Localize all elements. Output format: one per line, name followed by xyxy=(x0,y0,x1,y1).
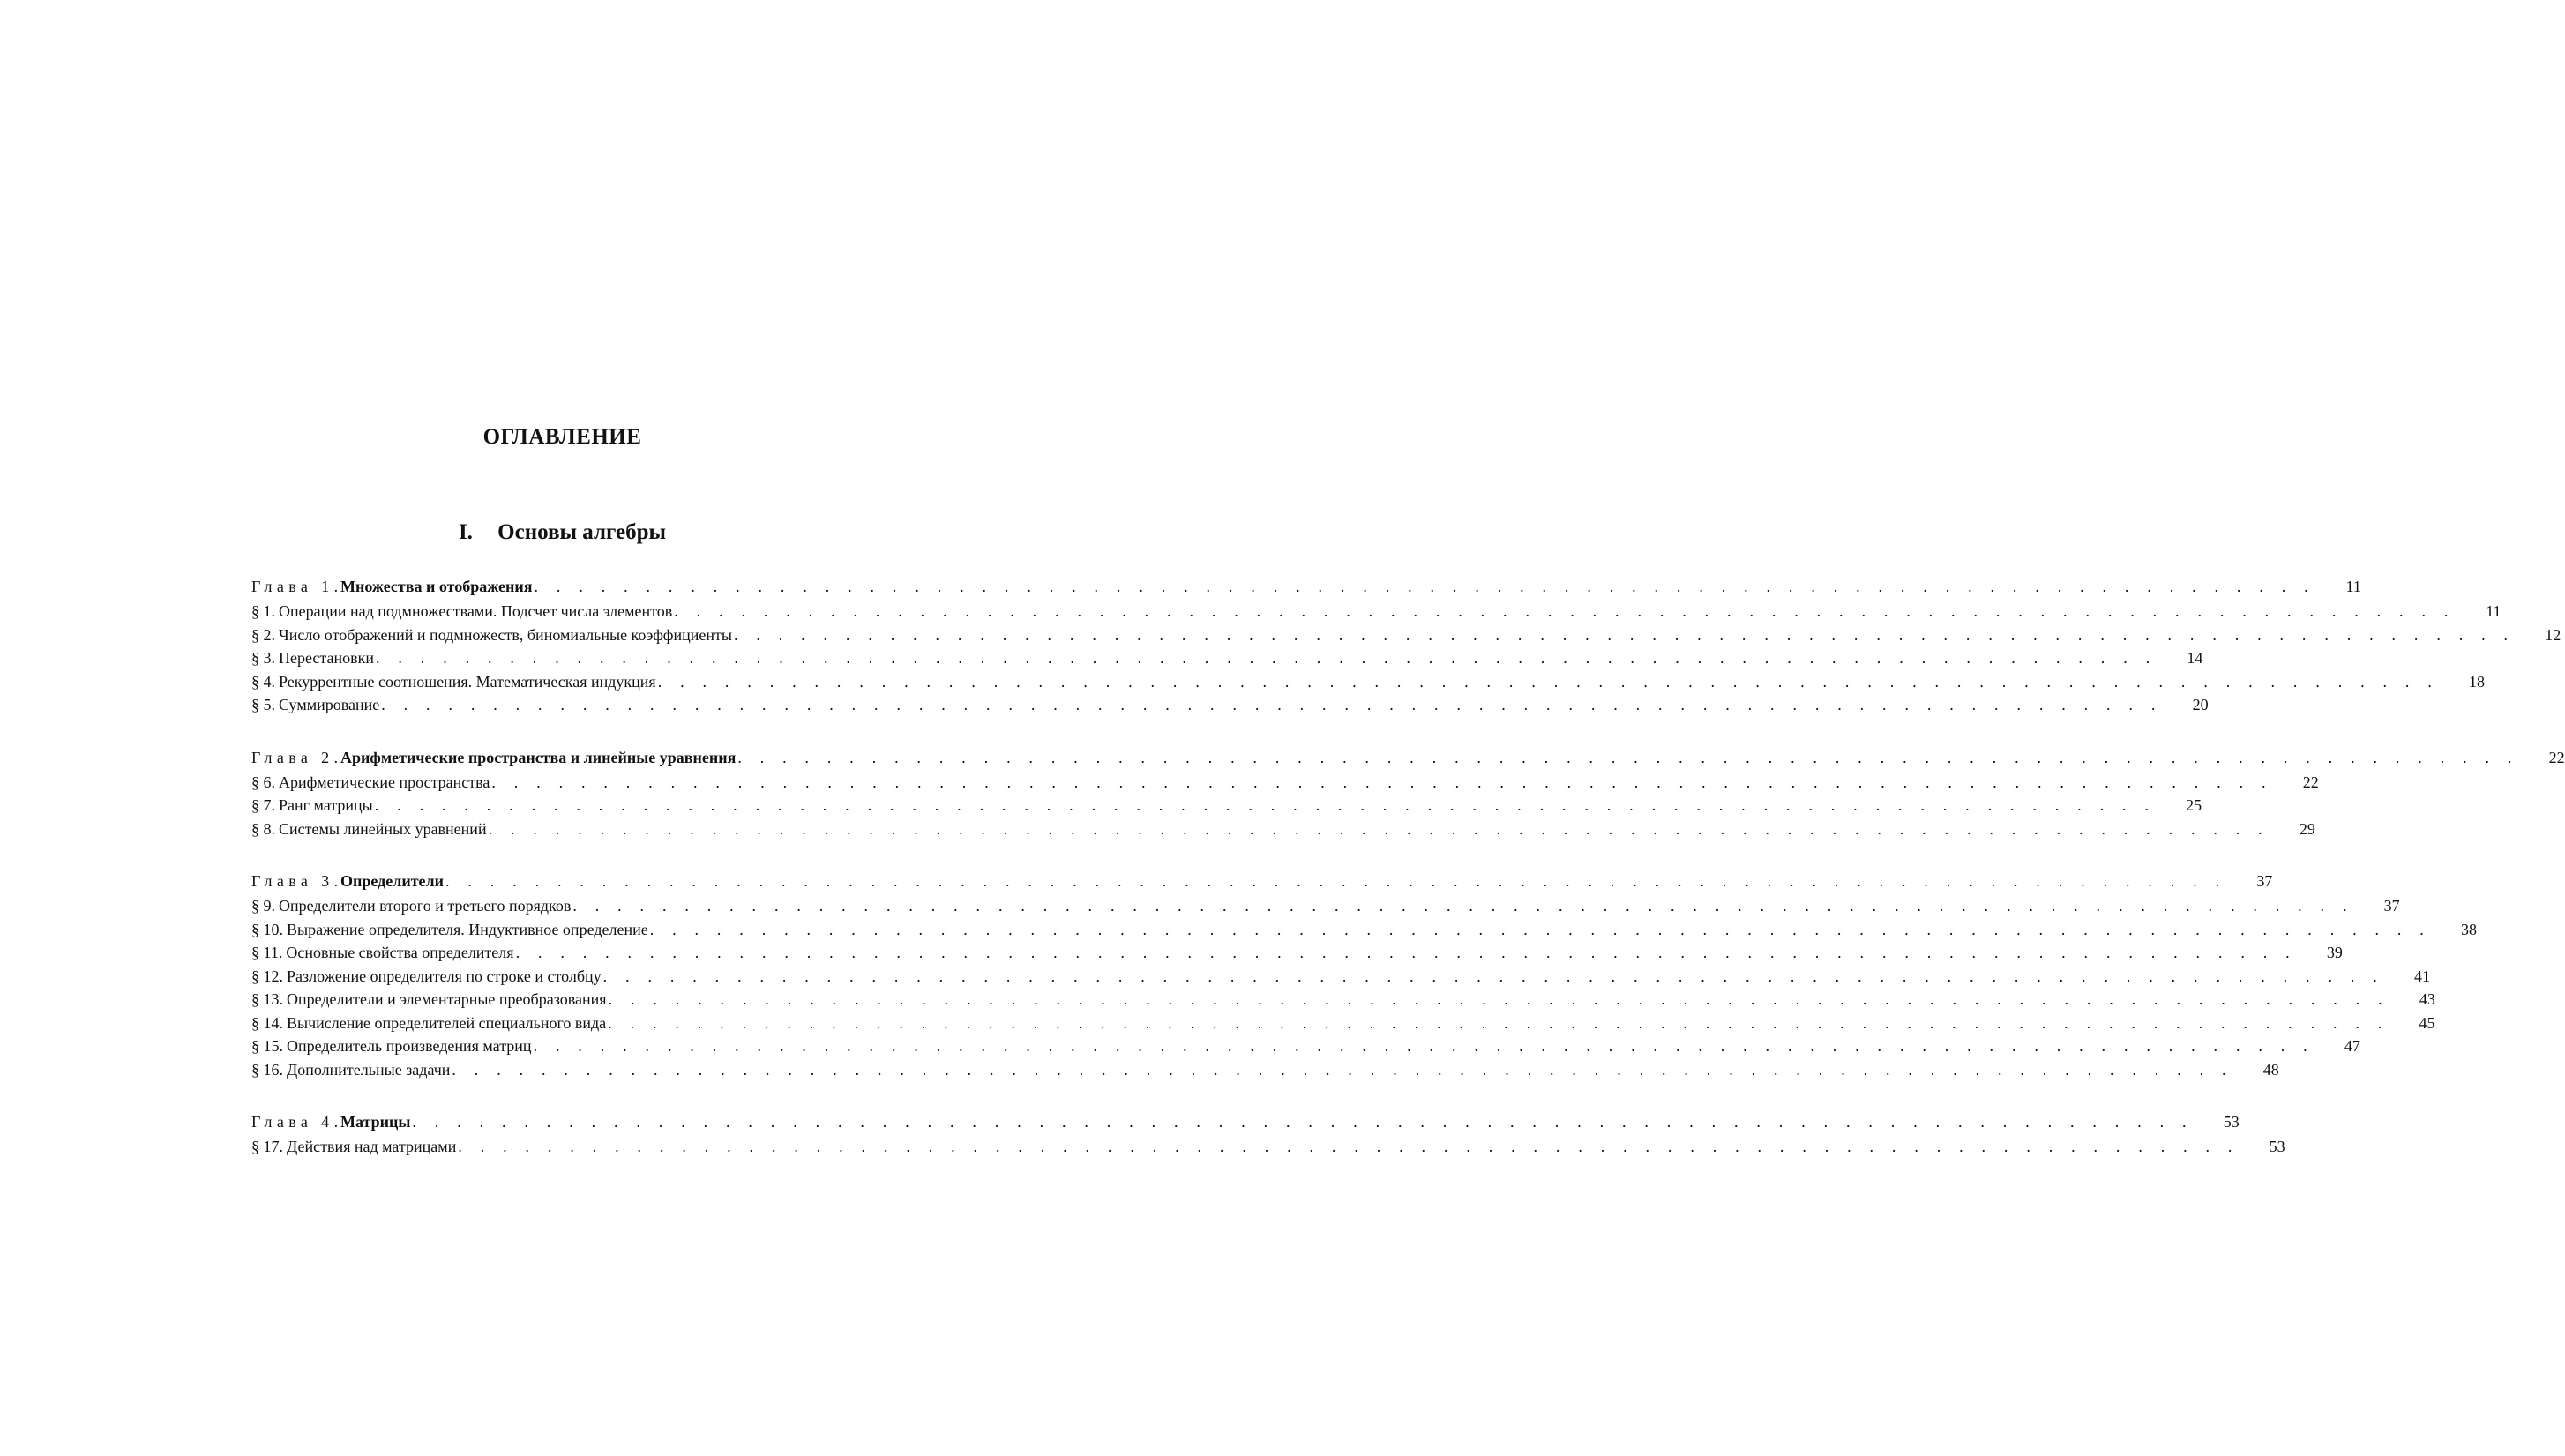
page-number: 22 xyxy=(2548,748,2565,766)
dot-leader: . . . . . . . . . . . . . . . . . . . . . . . . . . . . . . . . . . . . . . . . . . . . . . . . . . . . . . . . . . . . . . . . . . . . . . . . . . . . . . . . xyxy=(602,967,2384,985)
toc-section-entry[interactable] xyxy=(251,1138,2285,1161)
section-title: Операции над подмножествами. Подсчет числа элементов xyxy=(279,602,673,620)
section-number: § 17. xyxy=(251,1138,283,1155)
section-number: § 12. xyxy=(251,967,283,985)
toc-chapter xyxy=(251,578,2561,720)
section-number: § 7. xyxy=(251,796,275,814)
dot-leader: . . . . . . . . . . . . . . . . . . . . . . . . . . . . . . . . . . . . . . . . . . . . . . . . . . . . . . . . . . . . . . . . . . . . . . . . . . . . . . . . xyxy=(608,1013,2389,1032)
toc-section-entry[interactable] xyxy=(251,773,2319,797)
chapter-title: Определители xyxy=(340,872,444,890)
dot-leader: . . . . . . . . . . . . . . . . . . . . . . . . . . . . . . . . . . . . . . . . . . . . . . . . . . . . . . . . . . . . . . . . . . . . . . . . . . . . . . . . xyxy=(572,897,2354,915)
section-number: § 16. xyxy=(251,1060,283,1079)
toc-section-entry[interactable] xyxy=(251,990,2435,1014)
chapter-label-text: Глава 2. xyxy=(251,748,343,766)
dot-leader: . . . . . . . . . . . . . . . . . . . . . . . . . . . . . . . . . . . . . . . . . . . . . . . . . . . . . . . . . . . . . . . . . . . . . . . . . . . . . . . . xyxy=(452,1060,2233,1079)
section-number: § 3. xyxy=(251,649,275,667)
page-number: 38 xyxy=(2461,920,2478,938)
part-number: I. xyxy=(458,520,473,544)
section-number: § 2. xyxy=(251,625,275,644)
section-number: § 5. xyxy=(251,696,275,713)
dot-leader: . . . . . . . . . . . . . . . . . . . . . . . . . . . . . . . . . . . . . . . . . . . . . . . . . . . . . . . . . . . . . . . . . . . . . . . . . . . . . . . . xyxy=(488,819,2270,838)
toc-chapter-entry[interactable] xyxy=(251,872,2273,897)
part-title: Основы алгебры xyxy=(497,520,667,544)
page-number: 22 xyxy=(2302,773,2319,791)
toc-section-entry[interactable] xyxy=(251,944,2343,967)
section-number: § 14. xyxy=(251,1013,283,1032)
section-title: Ранг матрицы xyxy=(279,796,373,814)
section-number: § 6. xyxy=(251,773,275,791)
page-number: 53 xyxy=(2269,1138,2285,1155)
section-number: § 9. xyxy=(251,897,275,915)
dot-leader: . . . . . . . . . . . . . . . . . . . . . . . . . . . . . . . . . . . . . . . . . . . . . . . . . . . . . . . . . . . . . . . . . . . . . . . . . . . . . . . . xyxy=(674,602,2456,620)
chapter-label-text: Глава 4. xyxy=(251,1113,343,1131)
chapter-title: Матрицы xyxy=(340,1113,411,1131)
section-number: § 15. xyxy=(251,1037,283,1055)
page-number: 18 xyxy=(2469,672,2486,691)
page-number: 12 xyxy=(2545,625,2561,644)
toc-section-entry[interactable] xyxy=(251,819,2315,844)
page-number: 41 xyxy=(2413,967,2430,985)
toc-section-entry[interactable] xyxy=(251,920,2478,945)
toc-section-entry[interactable] xyxy=(251,625,2561,650)
toc-section-entry[interactable] xyxy=(251,672,2486,697)
toc-section-entry[interactable] xyxy=(251,796,2202,820)
section-number: § 8. xyxy=(251,819,275,838)
dot-leader: . . . . . . . . . . . . . . . . . . . . . . . . . . . . . . . . . . . . . . . . . . . . . . . . . . . . . . . . . . . . . . . . . . . . . . . . . . . . . . . . xyxy=(737,748,2519,766)
page-number: 53 xyxy=(2223,1113,2240,1131)
dot-leader: . . . . . . . . . . . . . . . . . . . . . . . . . . . . . . . . . . . . . . . . . . . . . . . . . . . . . . . . . . . . . . . . . . . . . . . . . . . . . . . . xyxy=(534,578,2315,595)
toc-chapter xyxy=(251,1113,2285,1161)
chapter-label xyxy=(251,578,343,596)
section-title: Системы линейных уравнений xyxy=(279,819,487,838)
section-title: Дополнительные задачи xyxy=(287,1060,451,1079)
dot-leader: . . . . . . . . . . . . . . . . . . . . . . . . . . . . . . . . . . . . . . . . . . . . . . . . . . . . . . . . . . . . . . . . . . . . . . . . . . . . . . . . xyxy=(412,1113,2194,1131)
section-title: Арифметические пространства xyxy=(279,773,490,791)
toc-chapter-entry[interactable] xyxy=(251,1113,2240,1138)
toc-section-entry[interactable] xyxy=(251,1060,2279,1085)
section-number: § 13. xyxy=(251,990,283,1008)
dot-leader: . . . . . . . . . . . . . . . . . . . . . . . . . . . . . . . . . . . . . . . . . . . . . . . . . . . . . . . . . . . . . . . . . . . . . . . . . . . . . . . . xyxy=(608,990,2389,1008)
section-title: Суммирование xyxy=(279,696,380,713)
section-title: Определители и элементарные преобразования xyxy=(287,990,607,1008)
page-number: 11 xyxy=(2345,578,2361,595)
page-number: 14 xyxy=(2187,649,2203,667)
chapter-label xyxy=(251,748,343,767)
dot-leader: . . . . . . . . . . . . . . . . . . . . . . . . . . . . . . . . . . . . . . . . . . . . . . . . . . . . . . . . . . . . . . . . . . . . . . . . . . . . . . . . xyxy=(491,773,2273,791)
section-number: § 4. xyxy=(251,672,275,691)
section-title: Рекуррентные соотношения. Математическая индукция xyxy=(279,672,656,691)
toc-section-entry[interactable] xyxy=(251,1037,2360,1061)
page-number: 48 xyxy=(2262,1060,2279,1079)
section-title: Разложение определителя по строке и столбцу xyxy=(287,967,602,985)
toc-chapter xyxy=(251,748,2565,844)
section-title: Определители второго и третьего порядков xyxy=(279,897,572,915)
page-number: 37 xyxy=(2256,872,2273,890)
section-title: Выражение определителя. Индуктивное определение xyxy=(287,920,648,938)
dot-leader: . . . . . . . . . . . . . . . . . . . . . . . . . . . . . . . . . . . . . . . . . . . . . . . . . . . . . . . . . . . . . . . . . . . . . . . . . . . . . . . . xyxy=(533,1037,2314,1055)
page-title: ОГЛАВЛЕНИЕ xyxy=(482,425,642,449)
dot-leader: . . . . . . . . . . . . . . . . . . . . . . . . . . . . . . . . . . . . . . . . . . . . . . . . . . . . . . . . . . . . . . . . . . . . . . . . . . . . . . . . xyxy=(458,1138,2240,1155)
page-number: 39 xyxy=(2326,944,2343,961)
part-heading xyxy=(0,520,1125,545)
chapter-label xyxy=(251,1113,343,1131)
toc-section-entry[interactable] xyxy=(251,649,2203,673)
section-title: Определитель произведения матриц xyxy=(287,1037,532,1055)
section-title: Вычисление определителей специального вида xyxy=(287,1013,607,1032)
dot-leader: . . . . . . . . . . . . . . . . . . . . . . . . . . . . . . . . . . . . . . . . . . . . . . . . . . . . . . . . . . . . . . . . . . . . . . . . . . . . . . . . xyxy=(445,872,2227,890)
dot-leader: . . . . . . . . . . . . . . . . . . . . . . . . . . . . . . . . . . . . . . . . . . . . . . . . . . . . . . . . . . . . . . . . . . . . . . . . . . . . . . . . xyxy=(381,696,2163,713)
toc-section-entry[interactable] xyxy=(251,1013,2435,1038)
toc-section-entry[interactable] xyxy=(251,696,2209,720)
page-number: 11 xyxy=(2486,602,2501,620)
toc-chapter-entry[interactable] xyxy=(251,748,2565,773)
chapter-label-text: Глава 3. xyxy=(251,872,343,890)
toc-section-entry[interactable] xyxy=(251,967,2430,991)
chapter-label xyxy=(251,872,343,891)
page-number: 25 xyxy=(2186,796,2202,814)
toc-section-entry[interactable] xyxy=(251,897,2400,921)
table-of-contents xyxy=(251,578,2565,1191)
chapter-label-text: Глава 1. xyxy=(251,578,343,595)
dot-leader: . . . . . . . . . . . . . . . . . . . . . . . . . . . . . . . . . . . . . . . . . . . . . . . . . . . . . . . . . . . . . . . . . . . . . . . . . . . . . . . . xyxy=(376,649,2157,667)
dot-leader: . . . . . . . . . . . . . . . . . . . . . . . . . . . . . . . . . . . . . . . . . . . . . . . . . . . . . . . . . . . . . . . . . . . . . . . . . . . . . . . . xyxy=(657,672,2440,691)
page-number: 20 xyxy=(2192,696,2209,713)
dot-leader: . . . . . . . . . . . . . . . . . . . . . . . . . . . . . . . . . . . . . . . . . . . . . . . . . . . . . . . . . . . . . . . . . . . . . . . . . . . . . . . . xyxy=(733,625,2516,644)
section-title: Основные свойства определителя xyxy=(286,944,514,961)
section-title: Перестановки xyxy=(279,649,374,667)
dot-leader: . . . . . . . . . . . . . . . . . . . . . . . . . . . . . . . . . . . . . . . . . . . . . . . . . . . . . . . . . . . . . . . . . . . . . . . . . . . . . . . . xyxy=(649,920,2432,938)
toc-chapter-entry[interactable] xyxy=(251,578,2361,602)
page-number: 37 xyxy=(2383,897,2400,915)
section-title: Число отображений и подмножеств, биномиальные коэффициенты xyxy=(279,625,732,644)
section-number: § 1. xyxy=(251,602,275,620)
page-number: 29 xyxy=(2299,819,2315,838)
section-number: § 10. xyxy=(251,920,283,938)
toc-section-entry[interactable] xyxy=(251,602,2501,626)
chapter-title: Множества и отображения xyxy=(340,578,533,595)
chapter-title: Арифметические пространства и линейные уравнения xyxy=(340,748,737,766)
page-number: 45 xyxy=(2419,1013,2435,1032)
section-number: § 11. xyxy=(251,944,283,961)
page-number: 43 xyxy=(2419,990,2435,1008)
page-number: 47 xyxy=(2344,1037,2360,1055)
dot-leader: . . . . . . . . . . . . . . . . . . . . . . . . . . . . . . . . . . . . . . . . . . . . . . . . . . . . . . . . . . . . . . . . . . . . . . . . . . . . . . . . xyxy=(515,944,2297,961)
section-title: Действия над матрицами xyxy=(287,1138,457,1155)
toc-chapter xyxy=(251,872,2478,1084)
dot-leader: . . . . . . . . . . . . . . . . . . . . . . . . . . . . . . . . . . . . . . . . . . . . . . . . . . . . . . . . . . . . . . . . . . . . . . . . . . . . . . . . xyxy=(374,796,2157,814)
